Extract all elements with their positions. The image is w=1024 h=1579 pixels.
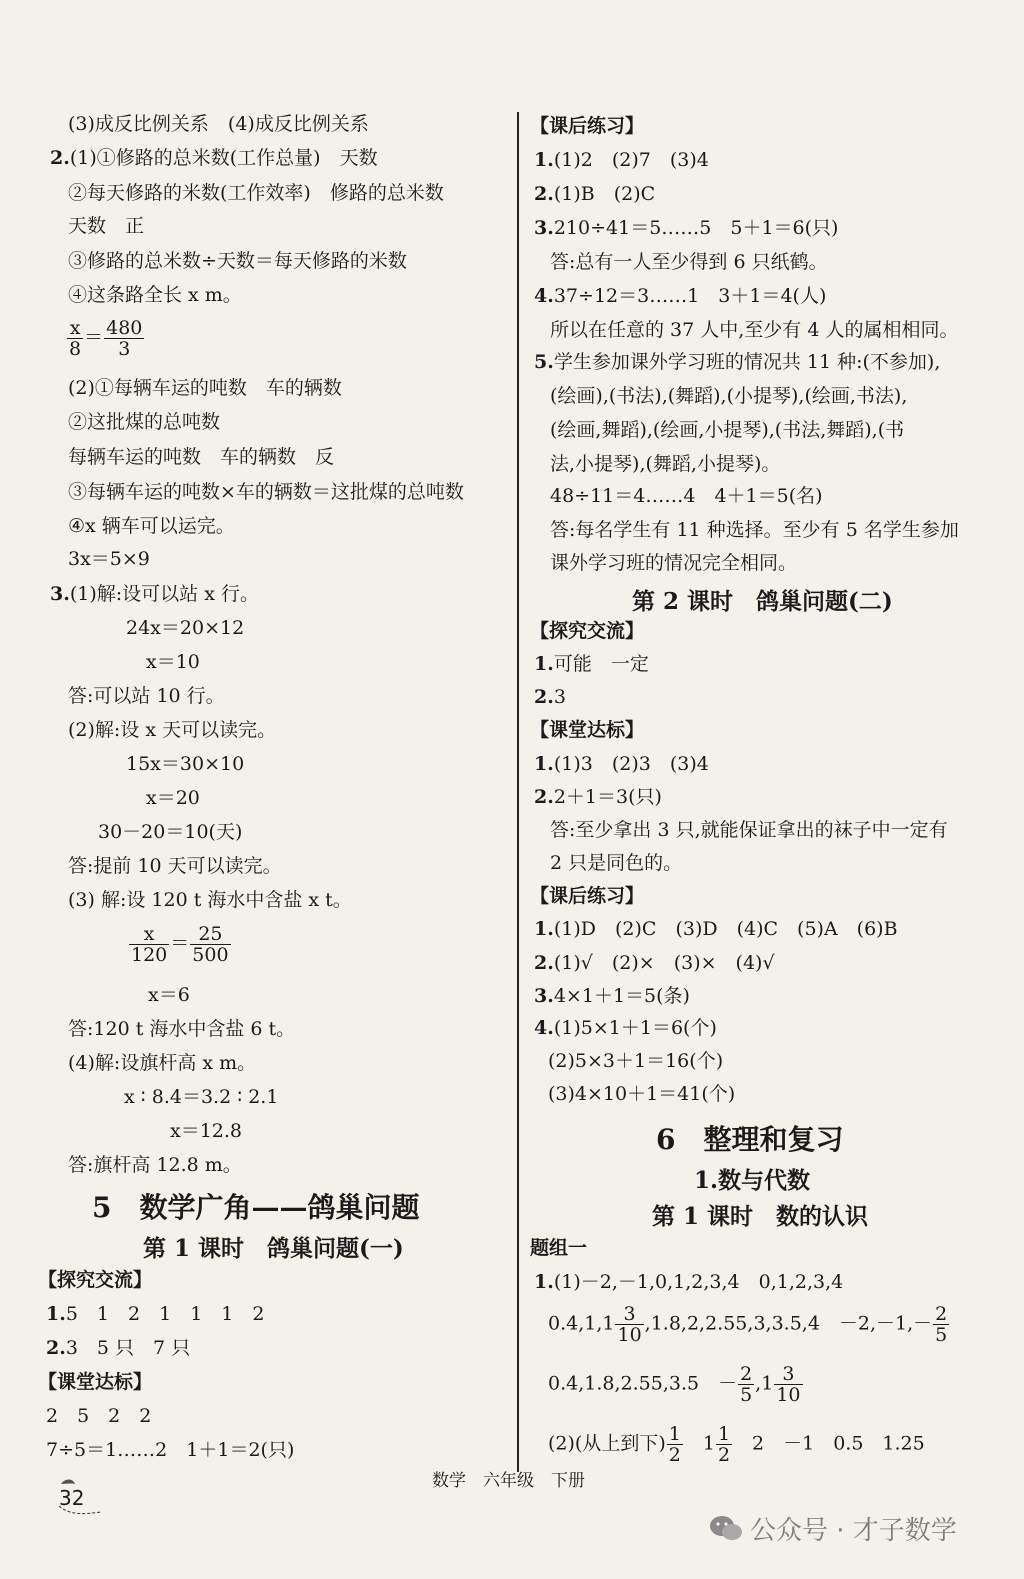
footer-subject: 数学 六年级 下册 xyxy=(432,1471,585,1491)
text-line xyxy=(46,1336,190,1360)
group-heading: 题组一 xyxy=(530,1237,588,1259)
equals-sign: ＝ xyxy=(84,326,104,349)
denominator: 2 xyxy=(668,1444,681,1466)
text-line xyxy=(50,146,378,170)
item-text: (1)①修路的总米数(工作总量) 天数 xyxy=(69,147,378,169)
denominator: 2 xyxy=(717,1444,731,1466)
text-line: (2)①每辆车运的吨数 车的辆数 xyxy=(68,377,342,399)
text-line: ③每辆车运的吨数×车的辆数＝这批煤的总吨数 xyxy=(68,481,464,503)
text-line: (绘画),(书法),(舞蹈),(小提琴),(绘画,书法), xyxy=(550,385,908,407)
text-line: 15x＝30×10 xyxy=(126,753,245,775)
fraction xyxy=(716,1424,732,1465)
item-number: 2. xyxy=(50,147,70,169)
item-number: 3. xyxy=(50,583,70,605)
text-line xyxy=(534,752,709,776)
denominator: 8 xyxy=(69,338,82,360)
text-line: (2)解:设 x 天可以读完。 xyxy=(68,719,277,741)
text-line: (4)解:设旗杆高 x m。 xyxy=(68,1052,257,1074)
section-heading: 【课堂达标】 xyxy=(530,719,645,741)
text-line xyxy=(548,1304,950,1345)
text-line xyxy=(46,1302,264,1326)
text-line: 2 只是同色的。 xyxy=(550,852,683,874)
numerator: 2 xyxy=(935,1303,948,1325)
text-segment: 0.4,1,1 xyxy=(548,1312,615,1335)
fraction xyxy=(129,924,169,965)
section-heading: 【探究交流】 xyxy=(38,1269,153,1291)
numerator: 25 xyxy=(190,924,230,945)
fraction xyxy=(67,318,83,359)
text-line: ③修路的总米数÷天数＝每天修路的米数 xyxy=(68,250,407,272)
text-line xyxy=(548,1364,804,1405)
section-heading: 【课后练习】 xyxy=(530,115,645,137)
item-number: 2. xyxy=(46,1337,66,1359)
item-text: 2＋1＝3(只) xyxy=(553,786,662,808)
lesson-title: 第 2 课时 鸽巢问题(二) xyxy=(632,588,893,615)
text-line: 24x＝20×12 xyxy=(126,617,245,639)
numerator: x xyxy=(129,924,169,945)
chapter-title: 5 数学广角——鸽巢问题 xyxy=(92,1191,420,1224)
item-text: 5 1 2 1 1 1 2 xyxy=(65,1303,265,1325)
numerator: 1 xyxy=(668,1423,681,1445)
item-text: (1)5×1＋1＝6(个) xyxy=(553,1017,717,1039)
text-segment: ,1 xyxy=(755,1372,774,1395)
section-heading: 【探究交流】 xyxy=(530,620,645,642)
text-line: 课外学习班的情况完全相同。 xyxy=(550,552,798,574)
item-text: (1)D (2)C (3)D (4)C (5)A (6)B xyxy=(553,918,898,940)
text-line xyxy=(548,1424,925,1465)
item-number: 4. xyxy=(534,285,554,307)
text-line xyxy=(534,785,662,809)
fraction-equation xyxy=(66,318,145,359)
denominator: 500 xyxy=(192,944,229,966)
numerator: 480 xyxy=(106,317,143,339)
text-line: 答:120 t 海水中含盐 6 t。 xyxy=(68,1018,296,1040)
item-number: 2. xyxy=(534,183,554,205)
text-line: x ∶ 8.4＝3.2 ∶ 2.1 xyxy=(124,1086,279,1108)
item-text: 学生参加课外学习班的情况共 11 种:(不参加), xyxy=(553,351,941,373)
item-number: 1. xyxy=(534,149,554,171)
denominator: 10 xyxy=(776,1384,801,1406)
text-line: ②每天修路的米数(工作效率) 修路的总米数 xyxy=(68,182,444,204)
page-number-badge xyxy=(55,1476,95,1512)
item-number: 4. xyxy=(534,1017,554,1039)
item-text: 3 5 只 7 只 xyxy=(65,1337,191,1359)
item-text: 可能 一定 xyxy=(553,653,649,675)
item-number: 2. xyxy=(534,786,554,808)
text-line: (绘画,舞蹈),(绘画,小提琴),(书法,舞蹈),(书 xyxy=(550,419,905,441)
text-line xyxy=(534,216,838,240)
chapter-title: 6 整理和复习 xyxy=(656,1123,844,1156)
fraction xyxy=(774,1364,802,1405)
text-line: (3)4×10＋1＝41(个) xyxy=(548,1083,736,1105)
text-segment: 2 －1 0.5 1.25 xyxy=(733,1432,925,1455)
text-line: 所以在任意的 37 人中,至少有 4 人的属相相同。 xyxy=(550,319,959,341)
item-number: 3. xyxy=(534,217,554,239)
text-line xyxy=(534,951,775,975)
text-line: 答:每名学生有 11 种选择。至少有 5 名学生参加 xyxy=(550,519,959,541)
text-line: 30－20＝10(天) xyxy=(98,821,243,843)
item-text: (1)√ (2)× (3)× (4)√ xyxy=(553,952,775,974)
fraction xyxy=(190,924,230,965)
item-number: 1. xyxy=(534,753,554,775)
text-line xyxy=(534,1016,717,1040)
numerator: x xyxy=(67,318,83,339)
fraction xyxy=(738,1364,754,1405)
text-line: 每辆车运的吨数 车的辆数 反 xyxy=(68,446,335,468)
text-line xyxy=(534,685,566,709)
item-number: 1. xyxy=(46,1303,66,1325)
text-segment: 0.4,1.8,2.55,3.5 － xyxy=(548,1372,738,1395)
section-heading: 【课堂达标】 xyxy=(38,1371,153,1393)
denominator: 3 xyxy=(118,338,131,360)
watermark-text: 公众号 · 才子数学 xyxy=(750,1516,957,1546)
denominator: 10 xyxy=(617,1324,642,1346)
item-number: 3. xyxy=(534,985,554,1007)
text-segment: 1 xyxy=(683,1432,715,1455)
denominator: 5 xyxy=(935,1324,948,1346)
item-text: (1)2 (2)7 (3)4 xyxy=(553,149,709,171)
lesson-title: 第 1 课时 鸽巢问题(一) xyxy=(143,1235,404,1262)
text-line: x＝6 xyxy=(148,984,190,1006)
item-number: 2. xyxy=(534,952,554,974)
wechat-icon xyxy=(708,1514,744,1544)
text-line xyxy=(534,182,655,206)
item-text: (1)B (2)C xyxy=(553,183,656,205)
item-text: (1)－2,－1,0,1,2,3,4 0,1,2,3,4 xyxy=(553,1271,844,1293)
text-line: 天数 正 xyxy=(68,215,145,237)
text-line: x＝20 xyxy=(146,787,200,809)
section-title: 1.数与代数 xyxy=(694,1167,811,1194)
item-number: 1. xyxy=(534,918,554,940)
text-line: 答:总有一人至少得到 6 只纸鹤。 xyxy=(550,251,828,273)
text-line xyxy=(534,652,649,676)
item-text: (1)解:设可以站 x 行。 xyxy=(69,583,259,605)
lesson-title: 第 1 课时 数的认识 xyxy=(652,1203,869,1230)
text-line: ④这条路全长 x m。 xyxy=(68,284,242,306)
item-text: 4×1＋1＝5(条) xyxy=(553,985,690,1007)
item-text: 210÷41＝5……5 5＋1＝6(只) xyxy=(553,217,839,239)
denominator: 120 xyxy=(131,944,168,966)
text-line: 法,小提琴),(舞蹈,小提琴)。 xyxy=(550,453,781,475)
item-text: (1)3 (2)3 (3)4 xyxy=(553,753,709,775)
item-number: 5. xyxy=(534,351,554,373)
fraction-equation xyxy=(128,924,232,965)
equals-sign: ＝ xyxy=(170,932,190,955)
text-line: 答:至少拿出 3 只,就能保证拿出的袜子中一定有 xyxy=(550,819,948,841)
text-line xyxy=(534,984,690,1008)
text-segment: (2)(从上到下) xyxy=(548,1432,666,1455)
text-line: (3) 解:设 120 t 海水中含盐 x t。 xyxy=(68,889,352,911)
fraction xyxy=(667,1424,683,1465)
section-heading: 【课后练习】 xyxy=(530,885,645,907)
text-line: 答:提前 10 天可以读完。 xyxy=(68,855,282,877)
fraction xyxy=(933,1304,949,1345)
text-line xyxy=(534,1270,843,1294)
numerator: 1 xyxy=(717,1423,731,1445)
text-line: 2 5 2 2 xyxy=(46,1405,152,1427)
numerator: 3 xyxy=(615,1304,643,1325)
numerator: 2 xyxy=(740,1363,753,1385)
text-line: 3x＝5×9 xyxy=(68,548,150,570)
page-number: 32 xyxy=(59,1486,85,1510)
text-line: x＝10 xyxy=(146,651,200,673)
fraction xyxy=(104,318,144,359)
text-line xyxy=(534,148,709,172)
column-divider xyxy=(517,112,519,1472)
text-line: (2)5×3＋1＝16(个) xyxy=(548,1050,724,1072)
fraction xyxy=(615,1304,643,1345)
text-line: (3)成反比例关系 (4)成反比例关系 xyxy=(68,113,369,135)
text-line xyxy=(534,284,826,308)
text-line: ④x 辆车可以运完。 xyxy=(68,515,235,537)
item-number: 1. xyxy=(534,653,554,675)
text-line: 答:旗杆高 12.8 m。 xyxy=(68,1154,242,1176)
item-number: 2. xyxy=(534,686,554,708)
text-line: x＝12.8 xyxy=(170,1120,243,1142)
denominator: 5 xyxy=(740,1384,753,1406)
text-line: 48÷11＝4……4 4＋1＝5(名) xyxy=(550,485,823,507)
text-line xyxy=(534,917,898,941)
text-line: 7÷5＝1……2 1＋1＝2(只) xyxy=(46,1439,295,1461)
item-text: 37÷12＝3……1 3＋1＝4(人) xyxy=(553,285,827,307)
text-segment: ,1.8,2,2.55,3,3.5,4 －2,－1,－ xyxy=(644,1312,933,1335)
numerator: 3 xyxy=(774,1364,802,1385)
item-text: 3 xyxy=(553,686,566,708)
text-line: ②这批煤的总吨数 xyxy=(68,411,221,433)
text-line xyxy=(534,350,940,374)
text-line: 答:可以站 10 行。 xyxy=(68,685,225,707)
item-number: 1. xyxy=(534,1271,554,1293)
text-line xyxy=(50,582,259,606)
